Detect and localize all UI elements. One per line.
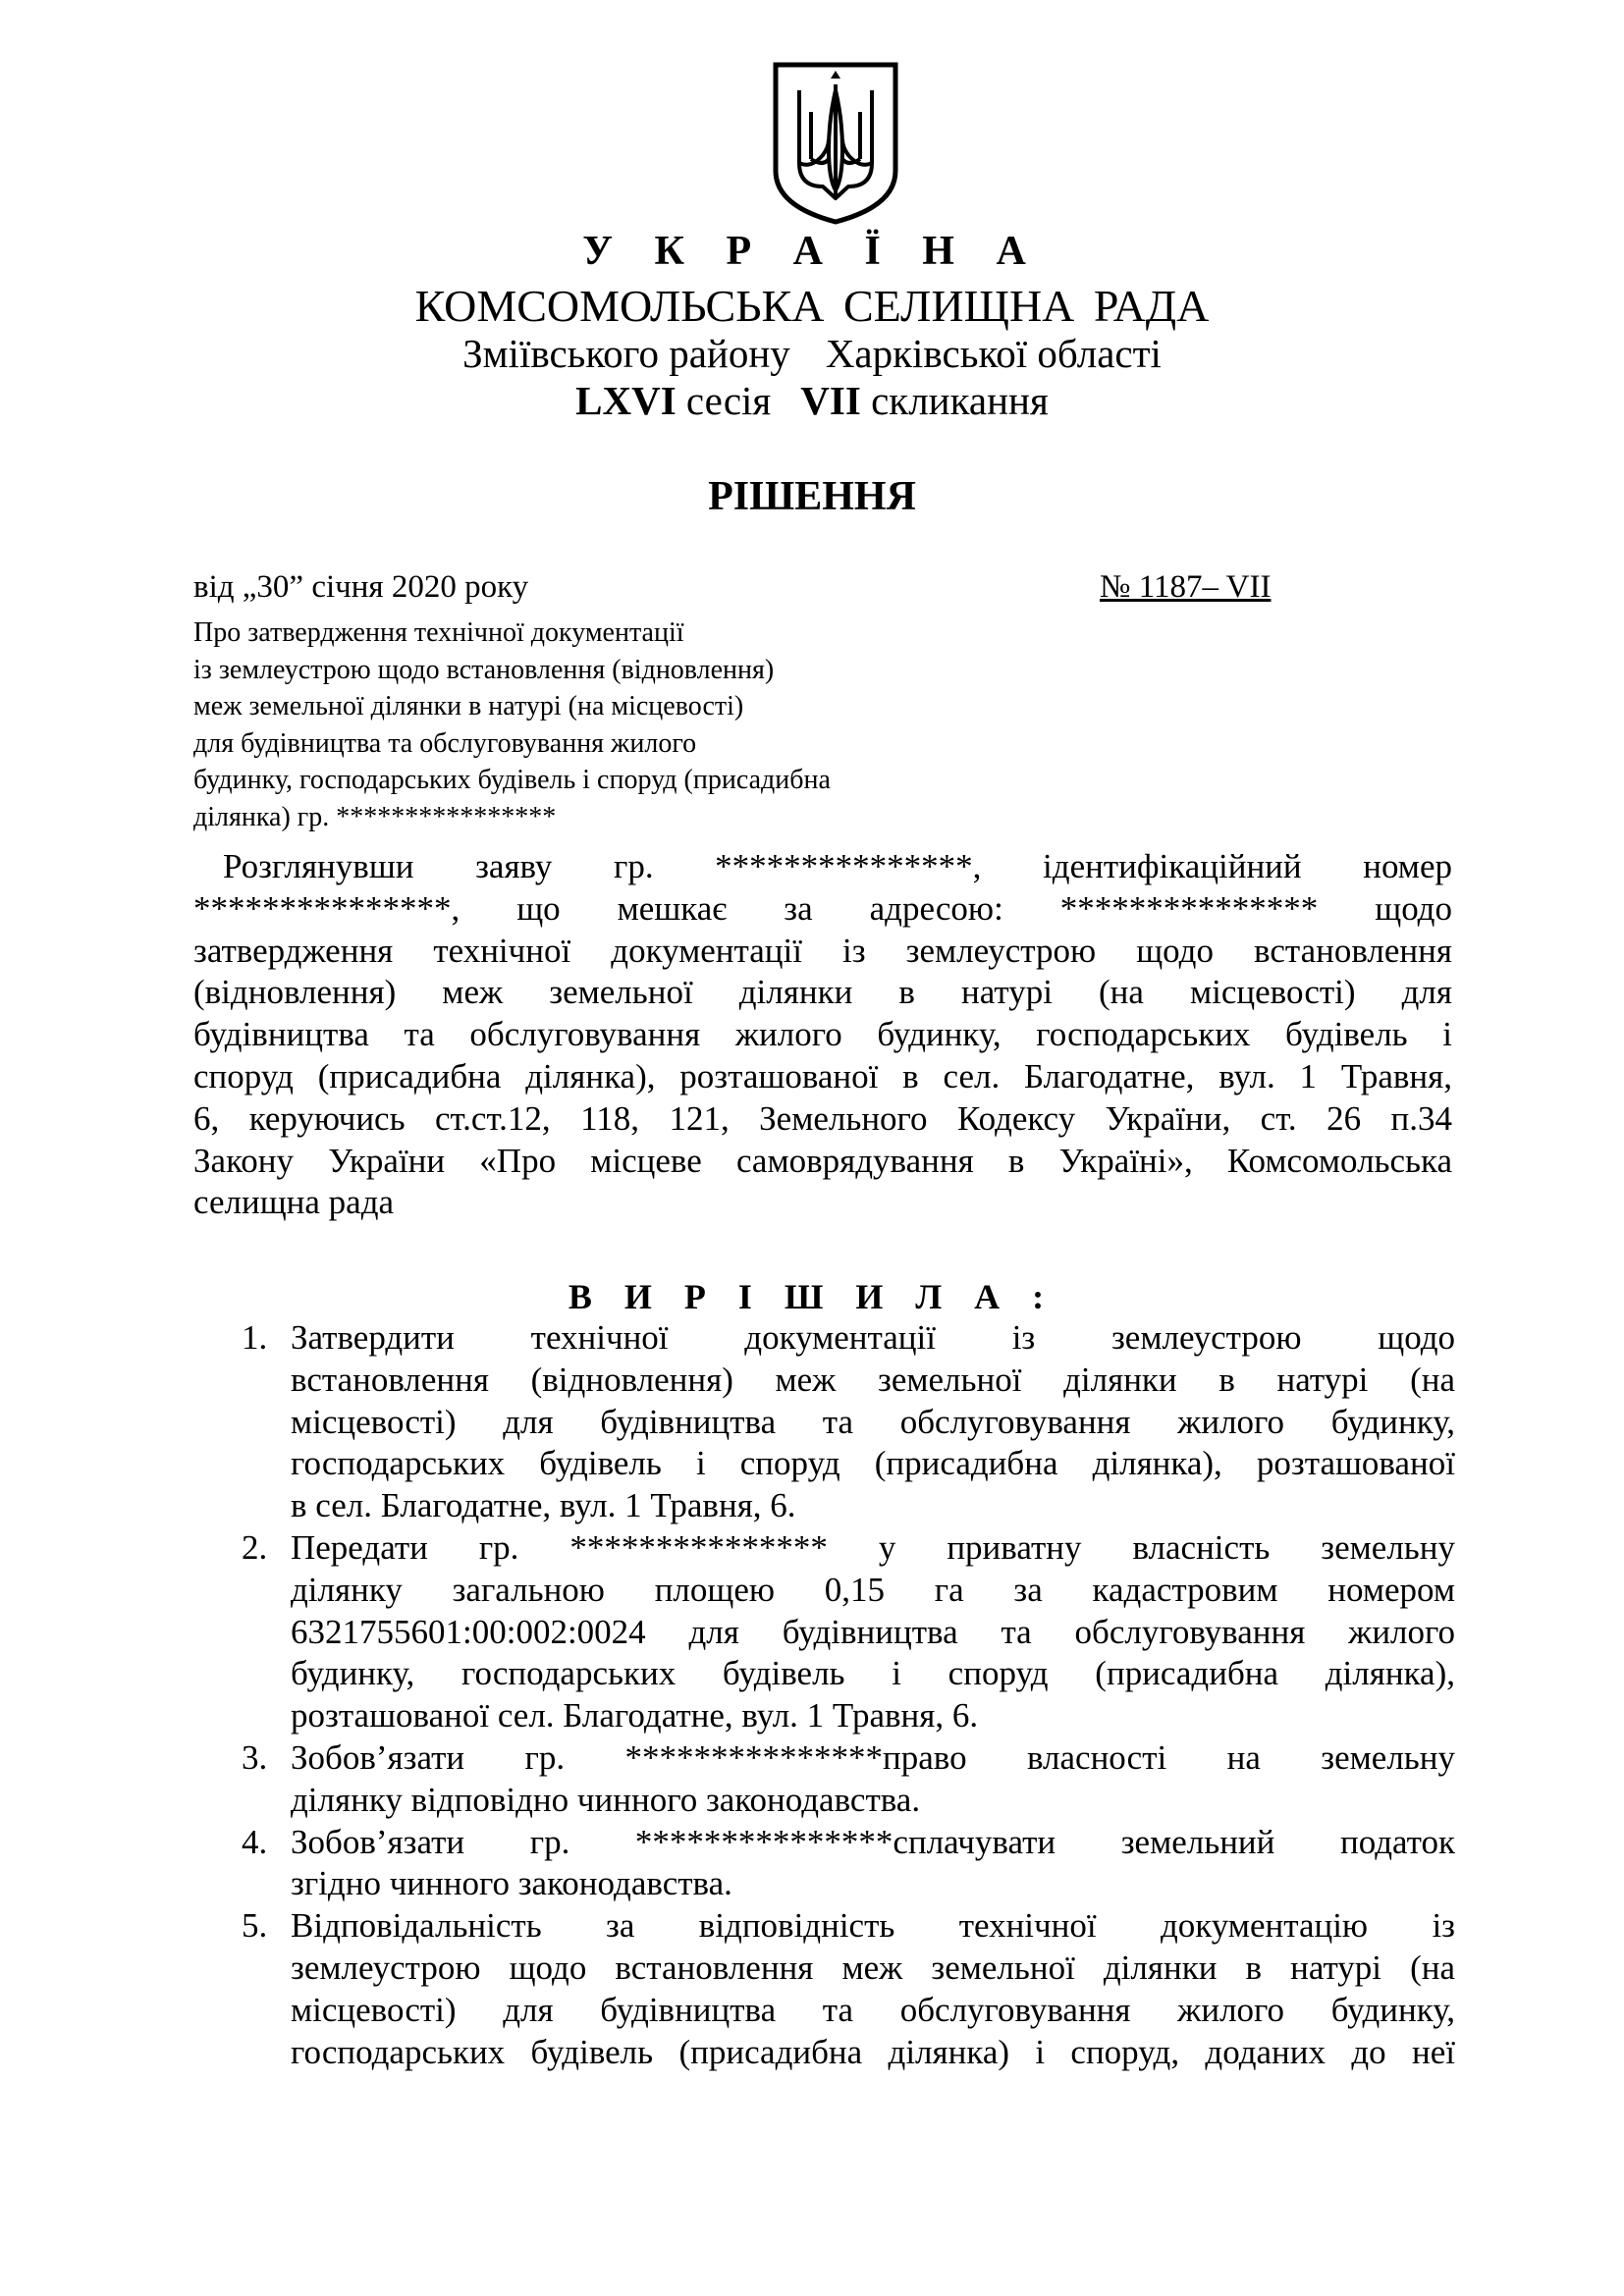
district-name: Зміївського району bbox=[462, 331, 790, 376]
list-item bbox=[242, 1737, 1455, 1822]
preamble-line: (відновлення) меж земельної ділянки в натурі (на місцевості) для bbox=[193, 973, 1452, 1012]
item-line: землеустрою щодо встановлення меж земельної ділянки в натурі (на bbox=[291, 1948, 1455, 1987]
item-line: розташованої сел. Благодатне, вул. 1 Травня, 6. bbox=[291, 1696, 979, 1735]
item-line: встановлення (відновлення) меж земельної ділянки в натурі (на bbox=[291, 1360, 1455, 1399]
item-line: Зобов’язати гр. ***************право власності на земельну bbox=[291, 1737, 1455, 1777]
subject-line: ділянка) гр. **************** bbox=[193, 801, 557, 832]
item-line: господарських будівель (присадибна ділянка) і споруд, доданих до неї bbox=[291, 2032, 1455, 2071]
item-line: господарських будівель і споруд (присадибна ділянка), розташованої bbox=[291, 1444, 1455, 1483]
preamble-line: 6, керуючись ст.ст.12, 118, 121, Земельного Кодексу України, ст. 26 п.34 bbox=[193, 1098, 1452, 1138]
convocation-label: скликання bbox=[871, 378, 1049, 423]
item-line: Передати гр. *************** у приватну власність земельну bbox=[291, 1527, 1455, 1567]
session-line bbox=[0, 377, 1624, 424]
council-name: КОМСОМОЛЬСЬКА СЕЛИЩНА РАДА bbox=[414, 281, 1210, 331]
subject-line: меж земельної ділянки в натурі (на місцевості) bbox=[193, 691, 744, 721]
list-item bbox=[242, 1905, 1455, 2073]
session-label: сесія bbox=[685, 378, 772, 423]
preamble-line: Закону України «Про місцеве самоврядування в Україні», Комсомольська bbox=[193, 1141, 1452, 1180]
list-item bbox=[242, 1527, 1455, 1737]
list-item bbox=[242, 1317, 1455, 1527]
item-line: згідно чинного законодавства. bbox=[291, 1864, 732, 1903]
item-line: Затвердити технічної документації із землеустрою щодо bbox=[291, 1318, 1455, 1357]
item-line: ділянку відповідно чинного законодавства. bbox=[291, 1780, 921, 1819]
decided-heading: В И Р І Ш И Л А : bbox=[568, 1277, 1056, 1316]
item-line: в сел. Благодатне, вул. 1 Травня, 6. bbox=[291, 1486, 796, 1525]
subject-line: Про затвердження технічної документації bbox=[193, 617, 684, 648]
decision-items bbox=[242, 1317, 1455, 2073]
item-line: Зобов’язати гр. ***************сплачувати земельний податок bbox=[291, 1822, 1455, 1861]
subject-line: із землеустрою щодо встановлення (відновлення) bbox=[193, 654, 775, 685]
decision-subject bbox=[193, 614, 999, 835]
preamble-line: ***************, що мешкає за адресою: *************** щодо bbox=[193, 888, 1452, 928]
item-number: 1. bbox=[242, 1318, 268, 1357]
coat-of-arms-emblem bbox=[772, 61, 899, 226]
preamble-line: будівництва та обслуговування жилого будинку, господарських будівель і bbox=[193, 1015, 1452, 1054]
item-line: ділянку загальною площею 0,15 га за кадастровим номером bbox=[291, 1570, 1455, 1609]
decision-title: РІШЕННЯ bbox=[708, 474, 916, 519]
item-number: 2. bbox=[242, 1527, 268, 1567]
convocation-number: VII bbox=[800, 378, 861, 423]
preamble-line: затвердження технічної документації із землеустрою щодо встановлення bbox=[193, 931, 1452, 970]
preamble-line: селищна рада bbox=[193, 1183, 395, 1222]
item-number: 5. bbox=[242, 1906, 268, 1946]
country-heading: У К Р А Ї Н А bbox=[582, 229, 1042, 274]
district-line bbox=[0, 330, 1624, 377]
item-line: Відповідальність за відповідність технічної документацію із bbox=[291, 1906, 1455, 1946]
subject-line: для будівництва та обслуговування жилого bbox=[193, 727, 697, 759]
subject-line: будинку, господарських будівель і споруд (присадибна bbox=[193, 765, 831, 795]
decision-date: від „30” січня 2020 року bbox=[193, 569, 529, 605]
item-number: 3. bbox=[242, 1737, 268, 1777]
preamble-line: споруд (присадибна ділянка), розташованої в сел. Благодатне, вул. 1 Травня, bbox=[193, 1056, 1452, 1095]
region-name: Харківської області bbox=[825, 331, 1162, 376]
item-line: місцевості) для будівництва та обслуговування жилого будинку, bbox=[291, 1402, 1455, 1441]
preamble-line: Розглянувши заяву гр. ***************, ідентифікаційний номер bbox=[223, 847, 1452, 885]
item-line: 6321755601:00:002:0024 для будівництва та обслуговування жилого bbox=[291, 1612, 1455, 1651]
decision-number: № 1187– VII bbox=[1100, 569, 1272, 605]
item-line: місцевості) для будівництва та обслуговування жилого будинку, bbox=[291, 1990, 1455, 2029]
session-number: LXVI bbox=[575, 378, 677, 423]
preamble bbox=[193, 846, 1452, 1224]
list-item bbox=[242, 1822, 1455, 1906]
item-number: 4. bbox=[242, 1822, 268, 1861]
item-line: будинку, господарських будівель і споруд (присадибна ділянка), bbox=[291, 1654, 1455, 1693]
